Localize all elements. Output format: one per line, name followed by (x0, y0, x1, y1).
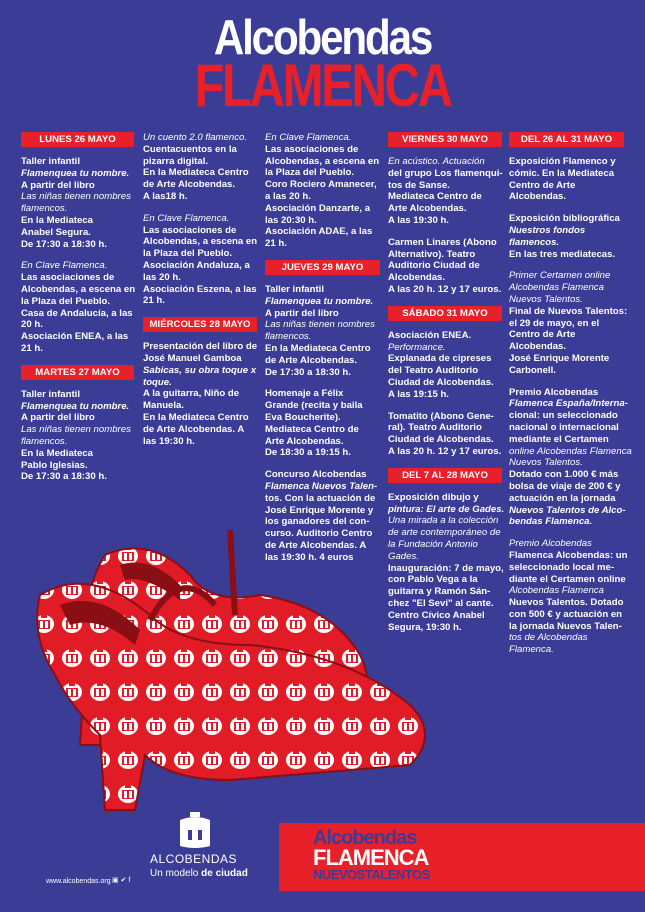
event-text-line: Flamenca Alcobendas: un (509, 549, 628, 561)
event-text-line: Performance. (388, 341, 446, 353)
event-text-line: Alcobendas Flamenca (509, 282, 604, 294)
event-text-line: la Plaza del Pueblo. (265, 167, 355, 179)
event-text-line: Premio Alcobendas (509, 538, 592, 550)
event-text-line: Flamenca. (509, 644, 554, 656)
event-entry (143, 132, 257, 203)
event-text-line: Las asociaciones de (143, 224, 237, 236)
event-text-line: seleccionado local me- (509, 561, 615, 573)
event-text-line: Exposición Flamenco y (509, 156, 616, 167)
event-text-line: Dotado con 1.000 € más (509, 469, 619, 481)
event-text-line: de Arte Alcobendas. (265, 354, 358, 366)
event-text-line: Las niñas tienen nombres (21, 424, 131, 436)
day-header: MARTES 27 MAYO (21, 365, 134, 380)
brand-name: ALCOBENDAS (150, 852, 238, 866)
logo-line-3: NUEVOSTALENTOS (313, 867, 430, 882)
event-text-line: Una mirada a la colección (388, 515, 499, 527)
event-text-line: flamencos. (509, 236, 560, 248)
event-text-line: de arte contemporáneo de (388, 527, 501, 539)
event-text-line: nacional o internacional (509, 421, 619, 433)
event-entry (388, 330, 502, 401)
event-text-line: bendas Flamenca. (509, 516, 593, 528)
event-entry (265, 132, 380, 250)
program-column-5 (509, 132, 632, 666)
event-text-line: En la Mediateca Centro (265, 342, 371, 354)
event-text-line: Alcobendas. (509, 191, 567, 203)
website-link[interactable]: www.alcobendas.org (46, 878, 111, 885)
event-text-line: José Enrique Morente (509, 352, 610, 364)
event-text-line: Concurso Alcobendas (265, 469, 367, 481)
event-text-line: Nuevos Talentos. Dotado (509, 597, 624, 609)
event-text-line: Alcobendas, a escena en (265, 155, 380, 167)
event-text-line: A las 20 h. 12 y 17 euros. (388, 445, 502, 457)
event-text-line: con Pablo Vega a la (388, 574, 478, 586)
event-entry (143, 213, 257, 307)
event-text-line: los ganadores del con- (265, 516, 370, 528)
event-text-line: pintura: El arte de Gades. (388, 503, 505, 515)
event-text-line: Eva Boucherite). (265, 411, 341, 423)
event-text-line: actuación en la jornada (509, 492, 616, 504)
event-text-line: Flamenca España/Interna- (509, 398, 628, 410)
event-text-line: Alcobendas. (388, 272, 446, 284)
event-text-line: las 19:30 h. 4 euros (265, 551, 354, 563)
event-text-line: Arte Alcobendas. (265, 435, 344, 447)
event-entry (265, 388, 380, 459)
event-text-line: Alcobendas Flamenca (509, 585, 604, 597)
event-text-line: A las 19:15 h. (388, 388, 449, 400)
event-text-line: Las niñas tienen nombres (21, 191, 131, 203)
event-text-line: bolsa de viaje de 200 € y (509, 480, 621, 492)
event-entry (265, 284, 380, 378)
event-text-line: Arte Alcobendas. (388, 203, 467, 215)
event-text-line: Taller infantil (21, 156, 80, 167)
event-text-line: Asociación ENEA, a las (21, 331, 129, 343)
program-column-1 (21, 132, 134, 493)
event-text-line: A las 20 h. 12 y 17 euros. (388, 283, 502, 295)
event-text-line: Pablo Iglesias. (21, 459, 88, 471)
event-text-line: del grupo Los flamenqui- (388, 167, 503, 179)
event-text-line: las 20 h. (143, 271, 181, 283)
event-text-line: curso. Auditorio Centro (265, 528, 373, 540)
event-text-line: Asociación Eszena, a las (143, 283, 257, 295)
event-text-line: Coro Rociero Amanecer, (265, 179, 377, 191)
event-text-line: Centro Cívico Anabel (388, 609, 485, 621)
event-text-line: En acústico. Actuación (388, 156, 485, 167)
event-text-line: Asociación ADAE, a las (265, 226, 373, 238)
event-text-line: Carmen Linares (Abono (388, 236, 497, 248)
event-text-line: Mediateca Centro de (388, 191, 482, 203)
slogan-text: Un modelo (150, 868, 202, 879)
event-text-line: En Clave Flamenca. (21, 260, 108, 272)
event-text-line: En la Mediateca Centro (143, 167, 249, 179)
event-text-line: cional: un seleccionado (509, 410, 618, 422)
event-text-line: Asociación Danzarte, a (265, 202, 371, 214)
event-text-line: diante el Certamen online (509, 573, 626, 585)
event-text-line: En la Mediateca (21, 447, 93, 459)
day-header: MIÉRCOLES 28 MAYO (143, 317, 257, 332)
event-text-line: Final de Nuevos Talentos: (509, 305, 628, 317)
social-icons[interactable]: ▣ ✔ f (112, 877, 131, 884)
event-text-line: las 20:30 h. (265, 214, 317, 226)
event-text-line: de Arte Alcobendas. A (143, 423, 245, 435)
event-text-line: las 19:30 h. (143, 435, 195, 447)
event-text-line: Nuevos Talentos. (509, 293, 583, 305)
event-text-line: de Arte Alcobendas. (143, 179, 236, 191)
event-text-line: Anabel Segura. (21, 226, 91, 238)
event-text-line: Casa de Andalucía, a las (21, 307, 133, 319)
event-text-line: De 18:30 a 19:15 h. (265, 447, 351, 459)
event-text-line: 21 h. (21, 342, 43, 354)
event-text-line: toque. (143, 376, 172, 388)
event-text-line: de Arte Alcobendas. A (265, 539, 367, 551)
alcobendas-crest-icon (150, 810, 270, 850)
event-text-line: En Clave Flamenca. (265, 132, 352, 143)
logo-line-1: Alcobendas (313, 827, 417, 849)
event-text-line: Nuevos Talentos de Alco- (509, 504, 626, 516)
day-header: VIERNES 30 MAYO (388, 132, 502, 147)
event-text-line: mediante el Certamen (509, 433, 609, 445)
title-flamenca: FLAMENCA (194, 52, 451, 119)
event-entry (21, 156, 134, 250)
event-text-line: Las asociaciones de (21, 272, 115, 284)
event-entry (21, 389, 134, 483)
event-entry (21, 260, 134, 354)
event-text-line: la Plaza del Pueblo. (143, 248, 233, 260)
event-text-line: De 17:30 a 18:30 h. (21, 471, 107, 483)
event-text-line: Flamenca Nuevos Talen- (265, 480, 378, 492)
logo-line-2: FLAMENCA (313, 845, 429, 870)
event-text-line: el 29 de mayo, en el (509, 317, 600, 329)
event-text-line: del Teatro Auditorio (388, 365, 479, 377)
event-text-line: Homenaje a Félix (265, 388, 344, 400)
event-text-line: tos de Sanse. (388, 179, 450, 191)
event-text-line: 21 h. (265, 238, 287, 250)
event-text-line: Taller infantil (21, 388, 80, 400)
event-entry (388, 156, 502, 227)
event-text-line: Alternativo). Teatro (388, 248, 476, 260)
event-text-line: Gades. (388, 550, 419, 562)
event-entry (388, 411, 502, 458)
event-text-line: Tomatito (Abono Gene- (388, 410, 494, 422)
event-text-line: Premio Alcobendas (509, 386, 599, 398)
event-text-line: Ciudad de Alcobendas. (388, 376, 494, 388)
event-text-line: flamencos. (21, 203, 68, 215)
day-header: SÁBADO 31 MAYO (388, 306, 502, 321)
event-text-line: Presentación del libro de (143, 341, 258, 353)
event-text-line: 21 h. (143, 295, 165, 307)
event-text-line: ral). Teatro Auditorio (388, 422, 482, 434)
event-text-line: Flamenquea tu nombre. (21, 167, 130, 179)
event-text-line: Las asociaciones de (265, 143, 359, 155)
event-text-line: En Clave Flamenca. (143, 212, 230, 224)
event-text-line: tos. Con la actuación de (265, 492, 376, 504)
event-entry (509, 386, 632, 529)
event-text-line: José Enrique Morente y (265, 504, 374, 516)
event-text-line: Explanada de cipreses (388, 353, 492, 365)
event-text-line: Nuevos Talentos. (509, 457, 583, 469)
event-text-line: Mediateca Centro de (265, 423, 359, 435)
event-text-line: la Plaza del Pueblo. (21, 295, 111, 307)
event-text-line: a las 20 h. (265, 190, 311, 202)
event-text-line: Nuestros fondos (509, 224, 586, 236)
event-text-line: De 17:30 a 18:30 h. (265, 366, 351, 378)
event-text-line: Flamenquea tu nombre. (21, 400, 130, 412)
event-text-line: A partir del libro (21, 412, 95, 424)
event-text-line: A partir del libro (21, 179, 95, 191)
event-text-line: 20 h. (21, 319, 43, 331)
event-text-line: guitarra y Ramón Sán- (388, 586, 491, 598)
event-text-line: Ciudad de Alcobendas. (388, 434, 494, 446)
event-text-line: Manuela. (143, 400, 185, 412)
program-column-2 (143, 132, 257, 457)
event-text-line: Las niñas tienen nombres (265, 319, 375, 331)
event-text-line: flamencos. (21, 435, 68, 447)
day-header: DEL 26 AL 31 MAYO (509, 132, 624, 147)
event-text-line: Un cuento 2.0 flamenco. (143, 132, 247, 143)
event-text-line: con 500 € y actuación en (509, 608, 623, 620)
title-alcobendas: Alcobendas (213, 11, 432, 65)
event-text-line: Segura, 19:30 h. (388, 621, 462, 633)
event-text-line: En la Mediateca (21, 214, 93, 226)
event-entry (509, 213, 624, 260)
event-text-line: En la Mediateca Centro (143, 411, 249, 423)
event-text-line: cómic. En la Mediateca (509, 167, 615, 179)
day-header: DEL 7 AL 28 MAYO (388, 468, 502, 483)
event-text-line: A las18 h. (143, 190, 188, 202)
event-text-line: De 17:30 a 18:30 h. (21, 238, 107, 250)
event-text-line: Alcobendas, a escena en (21, 283, 136, 295)
event-text-line: Carbonell. (509, 364, 556, 376)
event-entry (509, 156, 624, 203)
brand-slogan (150, 868, 248, 879)
event-text-line: la Fundación Antonio (388, 538, 478, 550)
event-text-line: Exposición bibliográfica (509, 213, 620, 225)
event-text-line: la jornada Nuevos Talen- (509, 620, 622, 632)
event-entry (509, 538, 628, 656)
event-text-line: A las 19:30 h. (388, 214, 449, 226)
day-header: JUEVES 29 MAYO (265, 260, 380, 275)
event-text-line: Auditorio Ciudad de (388, 260, 480, 272)
event-text-line: Taller infantil (265, 283, 324, 295)
event-text-line: Flamenquea tu nombre. (265, 295, 374, 307)
event-entry (388, 237, 502, 296)
event-text-line: Asociación Andaluza, a (143, 259, 250, 271)
event-text-line: Exposición dibujo y (388, 491, 479, 503)
event-text-line: Inauguración: 7 de mayo, (388, 562, 504, 574)
event-text-line: Sabicas, su obra toque x (143, 364, 257, 376)
event-text-line: Alcobendas, a escena en (143, 236, 258, 248)
event-text-line: chez "El Sevi" al cante. (388, 597, 494, 609)
event-text-line: Cuentacuentos en la (143, 143, 237, 155)
event-text-line: flamencos. (265, 331, 312, 343)
event-text-line: Alcobendas. (509, 341, 567, 353)
event-entry (509, 270, 628, 376)
event-text-line: A la guitarra, Niño de (143, 388, 240, 400)
event-text-line: Centro de Arte (509, 179, 576, 191)
event-text-line: Grande (recita y baila (265, 400, 363, 412)
day-header: LUNES 26 MAYO (21, 132, 134, 147)
event-text-line: online Alcobendas Flamenca (509, 445, 632, 457)
slogan-bold-text: de ciudad (201, 868, 248, 879)
event-text-line: tos de Alcobendas (509, 632, 588, 644)
event-text-line: Asociación ENEA. (388, 329, 472, 341)
flamenco-shoes-illustration (30, 505, 450, 815)
event-text-line: A partir del libro (265, 307, 339, 319)
event-text-line: Centro de Arte (509, 329, 576, 341)
nuevos-talentos-logo (279, 823, 645, 891)
event-entry (143, 341, 257, 447)
event-text-line: José Manuel Gamboa (143, 352, 242, 364)
event-text-line: En las tres mediatecas. (509, 248, 616, 260)
event-text-line: pizarra digital. (143, 155, 209, 167)
event-text-line: Primer Certamen online (509, 270, 611, 282)
